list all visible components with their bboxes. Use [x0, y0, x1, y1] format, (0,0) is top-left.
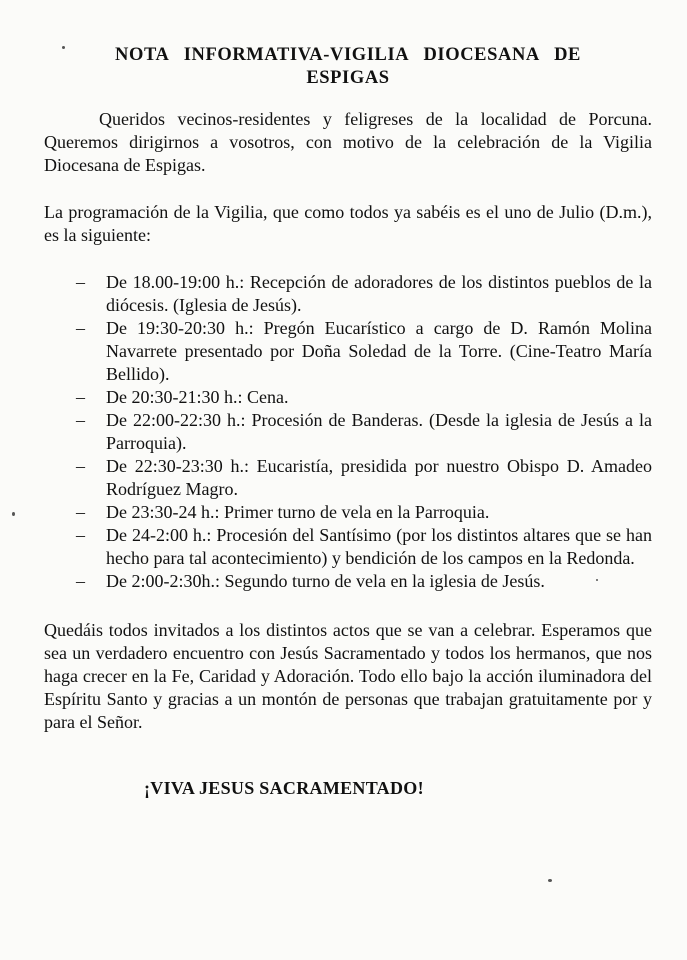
document-page — [44, 44, 652, 799]
schedule-item-text: De 2:00-2:30h.: Segundo turno de vela en la iglesia de Jesús. — [106, 571, 545, 591]
schedule-item — [76, 524, 652, 570]
dash-bullet: – — [76, 502, 85, 522]
schedule-item — [76, 409, 652, 455]
dash-bullet: – — [76, 571, 85, 591]
schedule-item — [76, 386, 652, 409]
title-line-1: NOTA INFORMATIVA-VIGILIA DIOCESANA DE — [115, 45, 581, 65]
schedule-item — [76, 570, 652, 593]
schedule-list — [44, 271, 652, 593]
viva-heading: ¡VIVA JESUS SACRAMENTADO! — [144, 778, 424, 798]
schedule-item-text: De 18.00-19:00 h.: Recepción de adoradores de los distintos pueblos de la diócesis. (Iglesia de Jesús). — [106, 272, 652, 315]
schedule-item-text: De 19:30-20:30 h.: Pregón Eucarístico a cargo de D. Ramón Molina Navarrete presentado por Doña Soledad de la Torre. (Cine-Teatro María Bellido). — [106, 318, 652, 384]
dash-bullet: – — [76, 387, 85, 407]
dash-bullet: – — [76, 272, 85, 292]
schedule-item-text: De 24-2:00 h.: Procesión del Santísimo (por los distintos altares que se han hecho para tal acontecimiento) y bendición de los campos en la Redonda. — [106, 525, 652, 568]
schedule-item-text: De 20:30-21:30 h.: Cena. — [106, 387, 289, 407]
title-line-2: ESPIGAS — [306, 68, 390, 88]
document-title — [44, 44, 652, 90]
schedule-item-text: De 23:30-24 h.: Primer turno de vela en la Parroquia. — [106, 502, 490, 522]
dash-bullet: – — [76, 318, 85, 338]
scan-speck — [596, 579, 598, 581]
schedule-item — [76, 271, 652, 317]
schedule-item-text: De 22:30-23:30 h.: Eucaristía, presidida por nuestro Obispo D. Amadeo Rodríguez Magro. — [106, 456, 652, 499]
dash-bullet: – — [76, 410, 85, 430]
scan-speck — [62, 46, 65, 49]
closing-paragraph: Quedáis todos invitados a los distintos actos que se van a celebrar. Esperamos que sea un verdadero encuentro con Jesús Sacramentado y todos los hermanos, que nos haga crecer en la Fe, Caridad y Adoración. Todo ello bajo la acción iluminadora del Espíritu Santo y gracias a un montón de personas que trabajan gratuitamente por y para el Señor. — [44, 620, 652, 732]
dash-bullet: – — [76, 525, 85, 545]
scan-speck — [12, 512, 15, 516]
schedule-item — [76, 501, 652, 524]
dash-bullet: – — [76, 456, 85, 476]
schedule-item-text: De 22:00-22:30 h.: Procesión de Banderas. (Desde la iglesia de Jesús a la Parroquia). — [106, 410, 652, 453]
scan-speck — [548, 879, 552, 882]
schedule-item — [76, 455, 652, 501]
schedule-item — [76, 317, 652, 386]
intro-paragraph: Queridos vecinos-residentes y feligreses de la localidad de Porcuna. Queremos dirigirnos a vosotros, con motivo de la celebración de la Vigilia Diocesana de Espigas. — [44, 109, 652, 175]
program-intro-paragraph: La programación de la Vigilia, que como todos ya sabéis es el uno de Julio (D.m.), es la siguiente: — [44, 202, 652, 245]
